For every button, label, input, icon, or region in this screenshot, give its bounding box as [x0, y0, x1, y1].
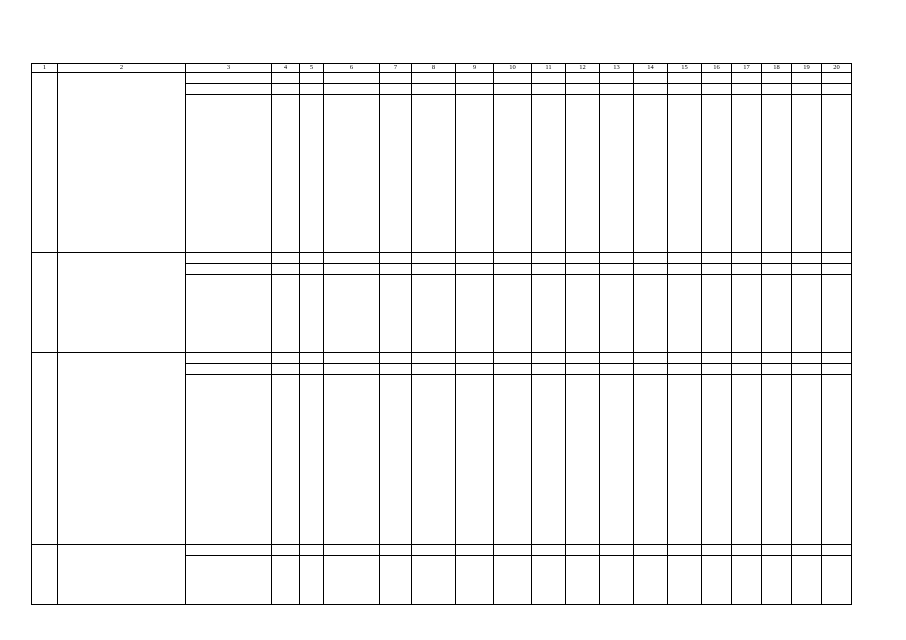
value-cell — [634, 95, 668, 253]
funding-label — [186, 556, 272, 605]
value-cell — [566, 95, 600, 253]
value-cell — [822, 275, 852, 353]
value-cell — [668, 253, 702, 264]
value-cell — [732, 84, 762, 95]
value-cell — [762, 556, 792, 605]
value-cell — [412, 353, 456, 364]
funding-label — [186, 84, 272, 95]
value-cell — [702, 95, 732, 253]
value-cell — [380, 375, 412, 545]
value-cell — [324, 364, 380, 375]
value-cell — [732, 556, 762, 605]
value-cell — [702, 556, 732, 605]
value-cell — [600, 73, 634, 84]
value-cell — [532, 84, 566, 95]
value-cell — [792, 264, 822, 275]
value-cell — [792, 73, 822, 84]
value-cell — [600, 375, 634, 545]
value-cell — [762, 375, 792, 545]
value-cell — [600, 556, 634, 605]
value-cell — [668, 375, 702, 545]
value-cell — [792, 545, 822, 556]
value-cell — [324, 253, 380, 264]
value-cell — [494, 275, 532, 353]
value-cell — [822, 95, 852, 253]
value-cell — [272, 264, 300, 275]
value-cell — [380, 545, 412, 556]
value-cell — [456, 545, 494, 556]
value-cell — [300, 73, 324, 84]
value-cell — [668, 264, 702, 275]
column-number: 8 — [412, 64, 456, 73]
column-number: 14 — [634, 64, 668, 73]
value-cell — [792, 364, 822, 375]
value-cell — [762, 264, 792, 275]
value-cell — [412, 545, 456, 556]
column-number: 5 — [300, 64, 324, 73]
funding-label — [186, 353, 272, 364]
value-cell — [792, 375, 822, 545]
value-cell — [272, 253, 300, 264]
value-cell — [380, 264, 412, 275]
value-cell — [494, 545, 532, 556]
value-cell — [566, 264, 600, 275]
value-cell — [668, 353, 702, 364]
column-number: 17 — [732, 64, 762, 73]
value-cell — [380, 95, 412, 253]
value-cell — [272, 375, 300, 545]
value-cell — [380, 353, 412, 364]
funding-label — [186, 275, 272, 353]
value-cell — [566, 253, 600, 264]
value-cell — [272, 95, 300, 253]
value-cell — [702, 275, 732, 353]
value-cell — [634, 73, 668, 84]
value-cell — [702, 84, 732, 95]
value-cell — [412, 556, 456, 605]
value-cell — [762, 545, 792, 556]
value-cell — [566, 556, 600, 605]
value-cell — [456, 264, 494, 275]
column-number-row — [32, 64, 852, 73]
value-cell — [494, 84, 532, 95]
value-cell — [300, 375, 324, 545]
value-cell — [566, 275, 600, 353]
value-cell — [412, 375, 456, 545]
value-cell — [822, 253, 852, 264]
value-cell — [732, 95, 762, 253]
value-cell — [456, 84, 494, 95]
value-cell — [668, 73, 702, 84]
value-cell — [762, 353, 792, 364]
value-cell — [412, 275, 456, 353]
value-cell — [300, 264, 324, 275]
value-cell — [272, 73, 300, 84]
value-cell — [494, 364, 532, 375]
value-cell — [324, 95, 380, 253]
value-cell — [300, 353, 324, 364]
value-cell — [494, 73, 532, 84]
funding-label — [186, 375, 272, 545]
column-number: 10 — [494, 64, 532, 73]
value-cell — [566, 375, 600, 545]
value-cell — [456, 95, 494, 253]
column-number: 3 — [186, 64, 272, 73]
funding-label — [186, 545, 272, 556]
value-cell — [668, 275, 702, 353]
value-cell — [634, 556, 668, 605]
value-cell — [412, 264, 456, 275]
funding-label — [186, 264, 272, 275]
value-cell — [822, 84, 852, 95]
column-number: 15 — [668, 64, 702, 73]
funding-label — [186, 364, 272, 375]
value-cell — [324, 275, 380, 353]
column-number: 20 — [822, 64, 852, 73]
value-cell — [494, 264, 532, 275]
table-row — [32, 73, 852, 84]
value-cell — [412, 364, 456, 375]
value-cell — [300, 253, 324, 264]
value-cell — [456, 353, 494, 364]
value-cell — [702, 364, 732, 375]
value-cell — [600, 253, 634, 264]
value-cell — [300, 84, 324, 95]
column-number: 9 — [456, 64, 494, 73]
value-cell — [732, 264, 762, 275]
funding-label — [186, 95, 272, 253]
value-cell — [792, 556, 822, 605]
value-cell — [668, 95, 702, 253]
value-cell — [412, 253, 456, 264]
value-cell — [822, 264, 852, 275]
value-cell — [324, 353, 380, 364]
column-number: 7 — [380, 64, 412, 73]
value-cell — [380, 556, 412, 605]
column-number: 11 — [532, 64, 566, 73]
value-cell — [634, 275, 668, 353]
column-number: 1 — [32, 64, 58, 73]
value-cell — [600, 353, 634, 364]
value-cell — [668, 545, 702, 556]
value-cell — [272, 84, 300, 95]
value-cell — [532, 253, 566, 264]
value-cell — [456, 253, 494, 264]
value-cell — [668, 556, 702, 605]
value-cell — [792, 84, 822, 95]
value-cell — [456, 375, 494, 545]
value-cell — [300, 95, 324, 253]
value-cell — [822, 73, 852, 84]
value-cell — [668, 84, 702, 95]
funding-label — [186, 253, 272, 264]
value-cell — [702, 253, 732, 264]
value-cell — [272, 353, 300, 364]
value-cell — [822, 556, 852, 605]
value-cell — [762, 84, 792, 95]
table-row — [32, 253, 852, 264]
value-cell — [300, 275, 324, 353]
value-cell — [532, 556, 566, 605]
value-cell — [792, 353, 822, 364]
value-cell — [566, 353, 600, 364]
value-cell — [792, 275, 822, 353]
value-cell — [732, 253, 762, 264]
value-cell — [272, 364, 300, 375]
table-row — [32, 353, 852, 364]
value-cell — [566, 364, 600, 375]
activity-title — [58, 545, 186, 605]
column-number: 19 — [792, 64, 822, 73]
value-cell — [822, 375, 852, 545]
value-cell — [792, 95, 822, 253]
value-cell — [380, 253, 412, 264]
value-cell — [532, 364, 566, 375]
value-cell — [634, 264, 668, 275]
row-number — [32, 545, 58, 605]
value-cell — [732, 364, 762, 375]
value-cell — [532, 275, 566, 353]
activity-title — [58, 253, 186, 353]
value-cell — [634, 353, 668, 364]
value-cell — [300, 556, 324, 605]
value-cell — [380, 84, 412, 95]
value-cell — [600, 95, 634, 253]
value-cell — [324, 375, 380, 545]
value-cell — [380, 275, 412, 353]
value-cell — [300, 364, 324, 375]
value-cell — [634, 375, 668, 545]
value-cell — [272, 545, 300, 556]
value-cell — [762, 364, 792, 375]
value-cell — [634, 84, 668, 95]
value-cell — [380, 364, 412, 375]
value-cell — [732, 353, 762, 364]
value-cell — [668, 364, 702, 375]
value-cell — [412, 95, 456, 253]
value-cell — [456, 275, 494, 353]
column-number: 12 — [566, 64, 600, 73]
value-cell — [494, 253, 532, 264]
value-cell — [702, 73, 732, 84]
value-cell — [732, 545, 762, 556]
value-cell — [702, 375, 732, 545]
value-cell — [300, 545, 324, 556]
value-cell — [532, 264, 566, 275]
value-cell — [494, 95, 532, 253]
value-cell — [494, 556, 532, 605]
value-cell — [762, 73, 792, 84]
value-cell — [456, 556, 494, 605]
value-cell — [762, 95, 792, 253]
value-cell — [762, 275, 792, 353]
value-cell — [532, 353, 566, 364]
value-cell — [634, 253, 668, 264]
value-cell — [532, 95, 566, 253]
value-cell — [412, 73, 456, 84]
value-cell — [792, 253, 822, 264]
column-number: 6 — [324, 64, 380, 73]
value-cell — [600, 364, 634, 375]
funding-label — [186, 73, 272, 84]
value-cell — [272, 556, 300, 605]
column-number: 4 — [272, 64, 300, 73]
budget-table — [31, 63, 852, 605]
column-number: 2 — [58, 64, 186, 73]
value-cell — [532, 545, 566, 556]
value-cell — [600, 275, 634, 353]
value-cell — [494, 353, 532, 364]
value-cell — [702, 353, 732, 364]
value-cell — [380, 73, 412, 84]
value-cell — [822, 364, 852, 375]
value-cell — [566, 84, 600, 95]
value-cell — [412, 84, 456, 95]
value-cell — [324, 264, 380, 275]
value-cell — [762, 253, 792, 264]
value-cell — [634, 364, 668, 375]
value-cell — [456, 364, 494, 375]
activity-title — [58, 353, 186, 545]
value-cell — [324, 84, 380, 95]
value-cell — [324, 73, 380, 84]
value-cell — [272, 275, 300, 353]
value-cell — [732, 73, 762, 84]
value-cell — [822, 545, 852, 556]
value-cell — [600, 84, 634, 95]
value-cell — [600, 264, 634, 275]
column-number: 16 — [702, 64, 732, 73]
value-cell — [532, 73, 566, 84]
row-number — [32, 353, 58, 545]
value-cell — [732, 375, 762, 545]
value-cell — [532, 375, 566, 545]
row-number — [32, 73, 58, 253]
activity-title — [58, 73, 186, 253]
value-cell — [494, 375, 532, 545]
value-cell — [566, 73, 600, 84]
value-cell — [600, 545, 634, 556]
table-row — [32, 545, 852, 556]
value-cell — [456, 73, 494, 84]
value-cell — [324, 556, 380, 605]
column-number: 18 — [762, 64, 792, 73]
value-cell — [732, 275, 762, 353]
value-cell — [634, 545, 668, 556]
value-cell — [702, 545, 732, 556]
value-cell — [324, 545, 380, 556]
row-number — [32, 253, 58, 353]
value-cell — [566, 545, 600, 556]
value-cell — [702, 264, 732, 275]
column-number: 13 — [600, 64, 634, 73]
value-cell — [822, 353, 852, 364]
